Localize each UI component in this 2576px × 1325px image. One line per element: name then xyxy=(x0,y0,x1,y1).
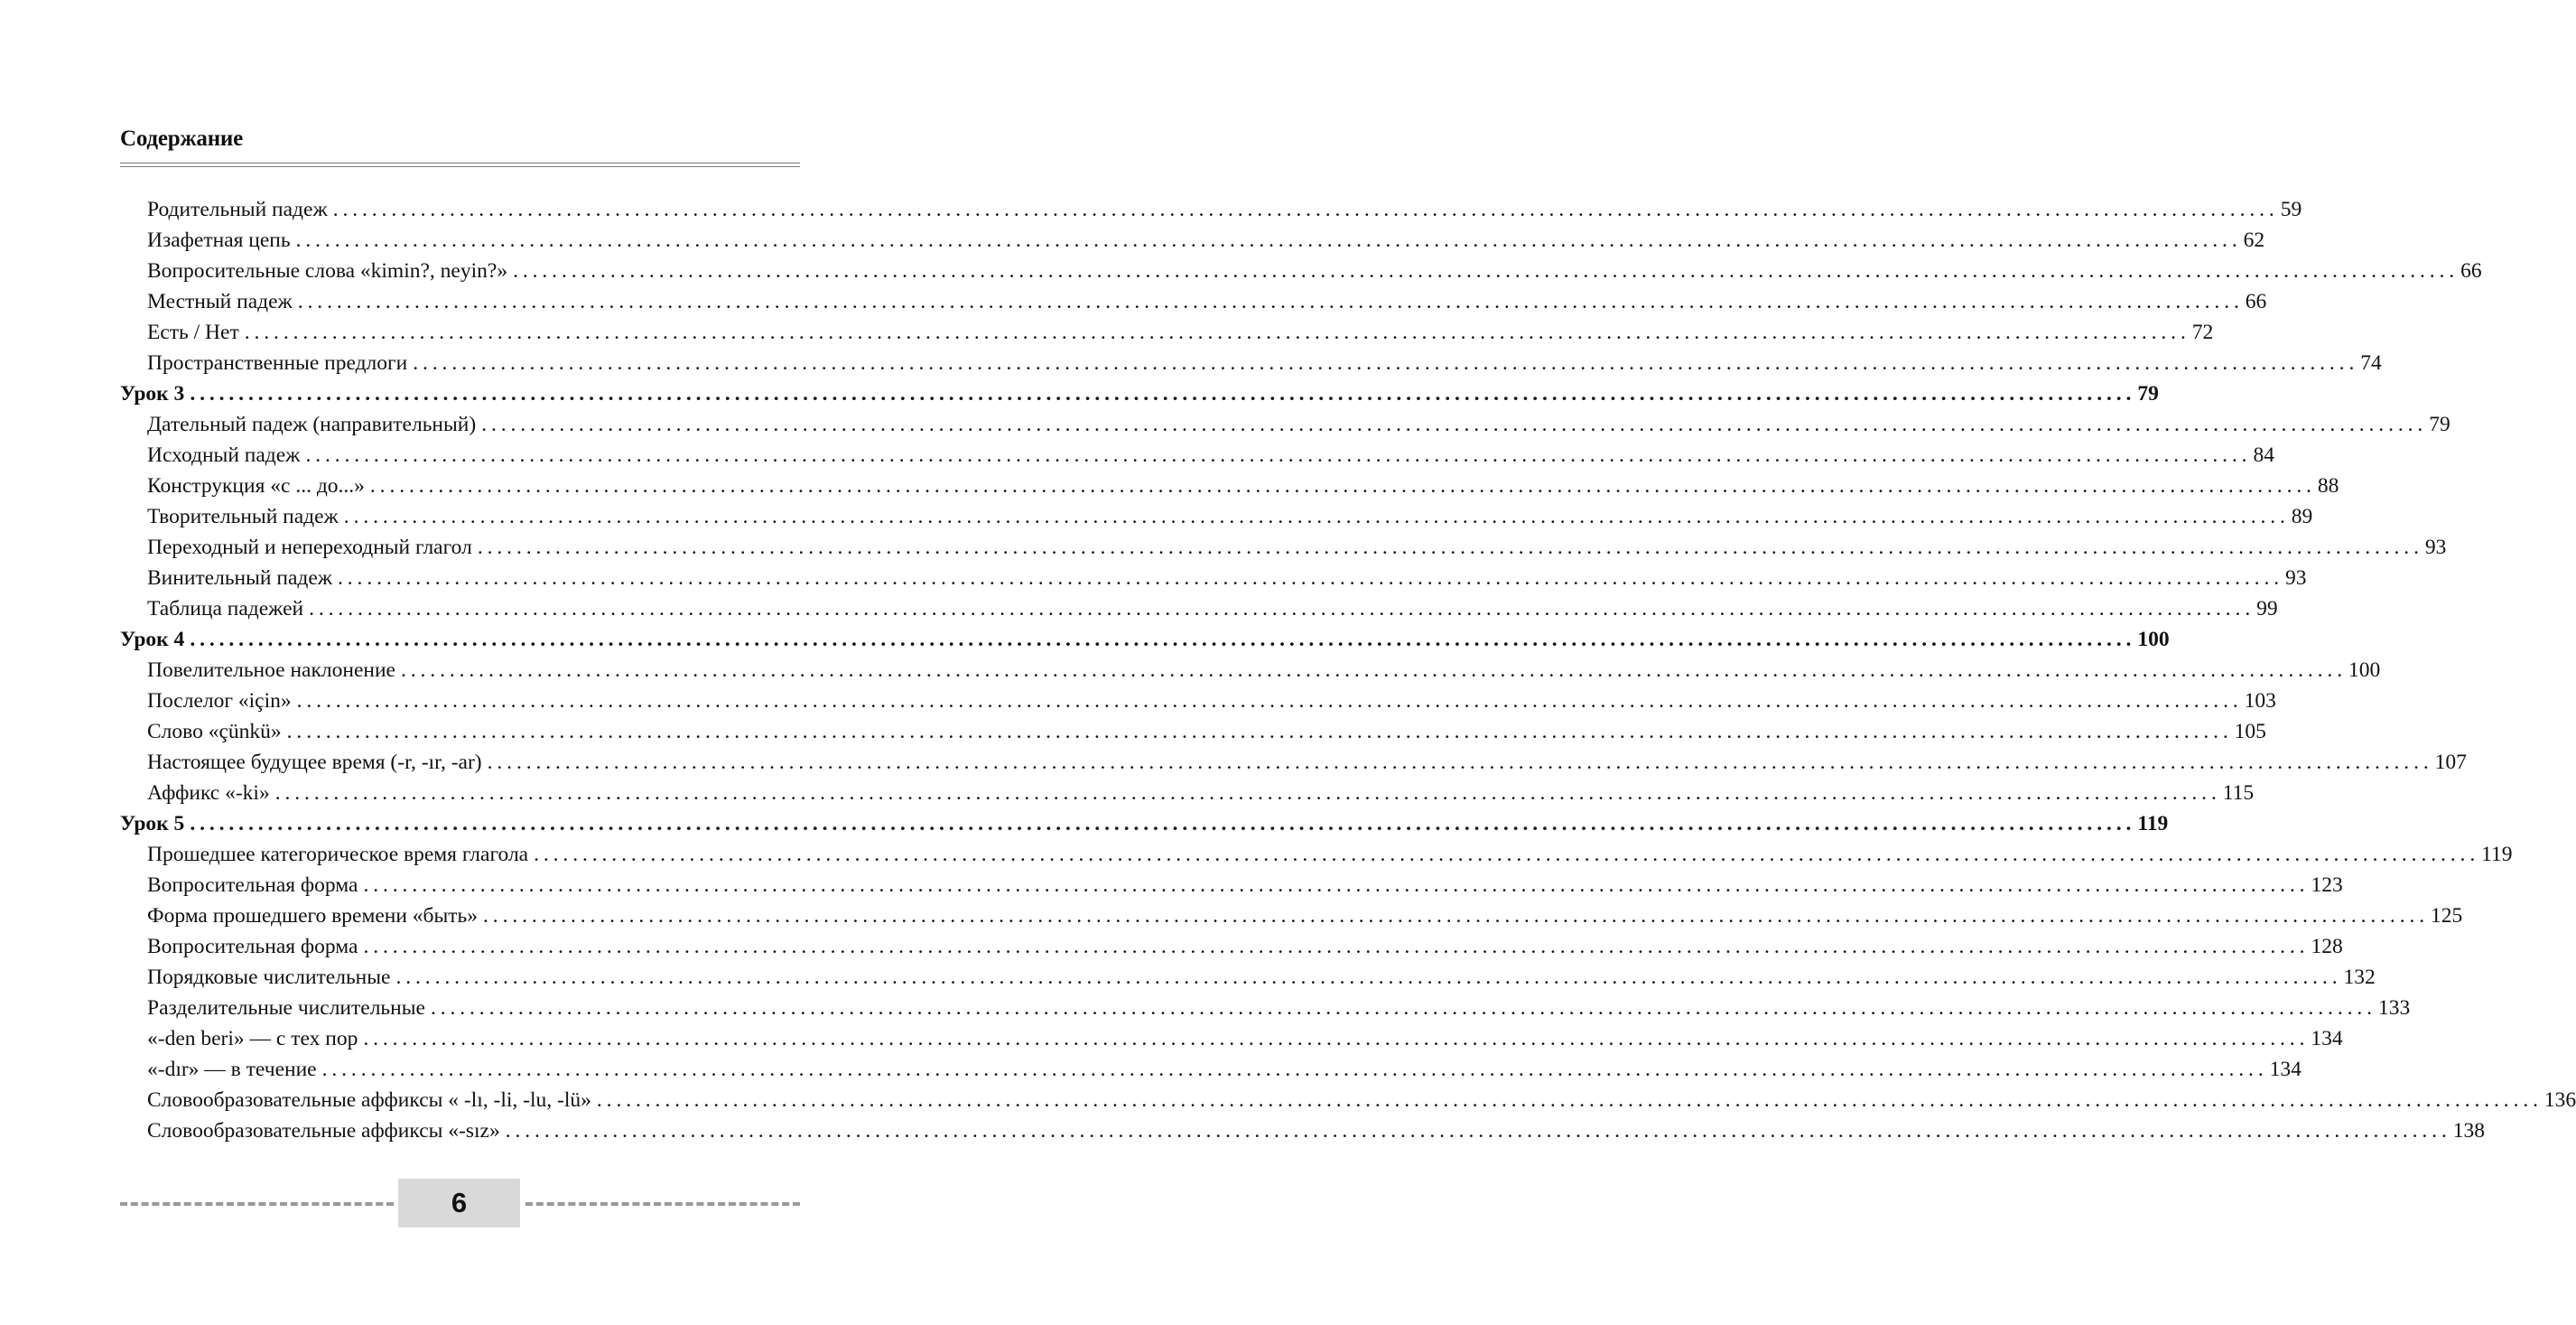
dot-leader: ........................................................................................................................................................................................................ xyxy=(190,628,2136,651)
toc-entry-page: 133 xyxy=(2377,996,2411,1020)
toc-entry[interactable] xyxy=(120,593,2278,624)
toc-entry[interactable] xyxy=(120,993,2411,1023)
toc-entry-page: 93 xyxy=(2424,536,2447,559)
toc-entry-page: 132 xyxy=(2343,966,2376,989)
toc-entry-label: Форма прошедшего времени «быть» xyxy=(147,904,479,928)
toc-entry-page: 128 xyxy=(2311,935,2343,958)
toc-entry[interactable] xyxy=(120,471,2339,501)
toc-entry-label: Винительный падеж xyxy=(147,566,332,590)
dot-leader: ........................................................................................................................................................................................................ xyxy=(190,382,2136,406)
toc-lesson-heading[interactable] xyxy=(120,624,2170,655)
toc-entry-label: Прошедшее категорическое время глагола xyxy=(147,843,529,866)
toc-entry[interactable] xyxy=(120,962,2376,993)
toc-entry-label: «-dır» — в течение xyxy=(147,1058,317,1081)
dot-leader: ........................................................................................................................................................................................................ xyxy=(513,259,2460,283)
page-number-value: 6 xyxy=(451,1187,468,1218)
toc-entry-label: Творительный падеж xyxy=(147,505,339,528)
toc-entry-page: 103 xyxy=(2244,689,2276,713)
toc-entry-page: 136 xyxy=(2543,1088,2576,1112)
dot-leader: ........................................................................................................................................................................................................ xyxy=(296,689,2243,713)
dot-leader: ........................................................................................................................................................................................................ xyxy=(309,597,2255,621)
dot-leader: ........................................................................................................................................................................................................ xyxy=(505,1119,2451,1143)
dot-leader: ........................................................................................................................................................................................................ xyxy=(400,658,2347,682)
toc-entry[interactable] xyxy=(120,348,2382,378)
dot-leader: ........................................................................................................................................................................................................ xyxy=(321,1058,2268,1081)
toc-entry-label: Слово «çünkü» xyxy=(147,720,282,743)
toc-entry-label: Вопросительная форма xyxy=(147,873,358,897)
dot-leader: ........................................................................................................................................................................................................ xyxy=(481,413,2428,436)
toc-entry-label: Порядковые числительные xyxy=(147,966,391,989)
toc-entry[interactable] xyxy=(120,1023,2343,1054)
toc-entry-label: Вопросительная форма xyxy=(147,935,358,958)
toc-entry-label: Конструкция «с ... до...» xyxy=(147,474,365,498)
table-of-contents xyxy=(120,194,2576,1146)
toc-entry-label: Вопросительные слова «kimin?, neyin?» xyxy=(147,259,508,283)
toc-lesson-heading[interactable] xyxy=(120,808,2169,839)
toc-entry-label: Дательный падеж (направительный) xyxy=(147,413,477,436)
toc-entry[interactable] xyxy=(120,686,2276,716)
page-number xyxy=(398,1179,520,1227)
toc-entry[interactable] xyxy=(120,870,2343,900)
toc-entry-label: Исходный падеж xyxy=(147,443,301,467)
toc-entry-page: 59 xyxy=(2280,198,2302,221)
dot-leader: ........................................................................................................................................................................................................ xyxy=(244,321,2190,344)
toc-entry-page: 134 xyxy=(2311,1027,2343,1050)
dot-leader: ........................................................................................................................................................................................................ xyxy=(286,720,2233,743)
toc-entry-page: 125 xyxy=(2431,904,2463,928)
dot-leader: ........................................................................................................................................................................................................ xyxy=(274,781,2221,805)
dot-leader: ........................................................................................................................................................................................................ xyxy=(430,996,2376,1020)
dot-leader: ........................................................................................................................................................................................................ xyxy=(477,536,2423,559)
toc-entry[interactable] xyxy=(120,194,2302,225)
toc-entry-label: Пространственные предлоги xyxy=(147,351,408,375)
toc-entry-label: Родительный падеж xyxy=(147,198,328,221)
toc-entry-label: Таблица падежей xyxy=(147,597,304,621)
toc-entry-page: 79 xyxy=(2137,382,2159,406)
toc-entry-label: Повелительное наклонение xyxy=(147,658,395,682)
dot-leader: ........................................................................................................................................................................................................ xyxy=(363,935,2310,958)
toc-entry-page: 99 xyxy=(2256,597,2278,621)
toc-entry-label: Есть / Нет xyxy=(147,321,239,344)
toc-entry[interactable] xyxy=(120,747,2467,778)
dot-leader: ........................................................................................................................................................................................................ xyxy=(190,812,2136,835)
toc-entry-page: 74 xyxy=(2360,351,2382,375)
dot-leader: ........................................................................................................................................................................................................ xyxy=(483,904,2430,928)
toc-entry-page: 105 xyxy=(2234,720,2266,743)
toc-entry-label: «-den beri» — с тех пор xyxy=(147,1027,358,1050)
toc-entry-label: Разделительные числительные xyxy=(147,996,425,1020)
toc-entry[interactable] xyxy=(120,532,2447,563)
dot-leader: ........................................................................................................................................................................................................ xyxy=(332,198,2279,221)
dot-leader: ........................................................................................................................................................................................................ xyxy=(295,229,2242,252)
toc-entry-page: 93 xyxy=(2285,566,2307,590)
toc-entry-page: 88 xyxy=(2317,474,2339,498)
toc-entry-label: Урок 5 xyxy=(120,812,185,835)
toc-entry-label: Местный падеж xyxy=(147,290,293,313)
toc-entry[interactable] xyxy=(120,409,2450,440)
toc-entry-label: Переходный и непереходный глагол xyxy=(147,536,472,559)
toc-entry[interactable] xyxy=(120,1115,2485,1146)
toc-entry[interactable] xyxy=(120,716,2266,747)
toc-entry-label: Словообразовательные аффиксы «-sız» xyxy=(147,1119,500,1143)
toc-entry[interactable] xyxy=(120,317,2214,348)
toc-lesson-heading[interactable] xyxy=(120,378,2159,409)
toc-entry[interactable] xyxy=(120,931,2343,962)
toc-entry[interactable] xyxy=(120,225,2265,256)
toc-entry[interactable] xyxy=(120,900,2463,931)
toc-entry-page: 115 xyxy=(2222,781,2255,805)
toc-entry[interactable] xyxy=(120,256,2482,286)
toc-entry-page: 89 xyxy=(2291,505,2313,528)
toc-entry-page: 72 xyxy=(2191,321,2214,344)
toc-entry-page: 138 xyxy=(2452,1119,2485,1143)
dot-leader: ........................................................................................................................................................................................................ xyxy=(487,751,2433,774)
dot-leader: ........................................................................................................................................................................................................ xyxy=(338,566,2283,590)
toc-entry[interactable] xyxy=(120,286,2267,317)
toc-entry-label: Аффикс «-ki» xyxy=(147,781,270,805)
toc-entry-label: Словообразовательные аффиксы « -lı, -li, -lu, -lü» xyxy=(147,1088,591,1112)
toc-entry[interactable] xyxy=(120,440,2274,471)
toc-entry[interactable] xyxy=(120,501,2313,532)
toc-entry[interactable] xyxy=(120,1085,2576,1115)
title-divider xyxy=(120,166,800,167)
toc-entry-page: 119 xyxy=(2481,843,2513,866)
toc-entry-page: 119 xyxy=(2137,812,2169,835)
toc-entry-page: 134 xyxy=(2269,1058,2302,1081)
toc-entry-page: 100 xyxy=(2137,628,2170,651)
toc-entry[interactable] xyxy=(120,778,2255,808)
footer-dashed-line-left xyxy=(120,1202,394,1206)
toc-entry-page: 66 xyxy=(2460,259,2482,283)
toc-entry-page: 84 xyxy=(2253,443,2274,467)
dot-leader: ........................................................................................................................................................................................................ xyxy=(343,505,2290,528)
dot-leader: ........................................................................................................................................................................................................ xyxy=(363,873,2310,897)
dot-leader: ........................................................................................................................................................................................................ xyxy=(363,1027,2310,1050)
toc-entry[interactable] xyxy=(120,1054,2302,1085)
toc-entry-label: Урок 3 xyxy=(120,382,185,406)
dot-leader: ........................................................................................................................................................................................................ xyxy=(596,1088,2543,1112)
toc-entry-label: Урок 4 xyxy=(120,628,185,651)
toc-entry[interactable] xyxy=(120,655,2381,686)
dot-leader: ........................................................................................................................................................................................................ xyxy=(413,351,2359,375)
toc-entry[interactable] xyxy=(120,839,2513,870)
dot-leader: ........................................................................................................................................................................................................ xyxy=(534,843,2480,866)
footer-dashed-line-right xyxy=(525,1202,800,1206)
toc-entry-page: 79 xyxy=(2429,413,2450,436)
page-title: Содержание xyxy=(120,126,244,151)
toc-entry-label: Послелог «için» xyxy=(147,689,292,713)
dot-leader: ........................................................................................................................................................................................................ xyxy=(305,443,2252,467)
toc-entry-page: 107 xyxy=(2434,751,2467,774)
toc-entry-page: 123 xyxy=(2311,873,2343,897)
dot-leader: ........................................................................................................................................................................................................ xyxy=(369,474,2316,498)
toc-entry-label: Настоящее будущее время (-r, -ır, -ar) xyxy=(147,751,482,774)
toc-entry-page: 62 xyxy=(2243,229,2265,252)
dot-leader: ........................................................................................................................................................................................................ xyxy=(297,290,2244,313)
toc-entry-label: Изафетная цепь xyxy=(147,229,291,252)
dot-leader: ........................................................................................................................................................................................................ xyxy=(395,966,2342,989)
toc-entry[interactable] xyxy=(120,563,2307,593)
toc-entry-page: 100 xyxy=(2348,658,2381,682)
toc-entry-page: 66 xyxy=(2245,290,2267,313)
